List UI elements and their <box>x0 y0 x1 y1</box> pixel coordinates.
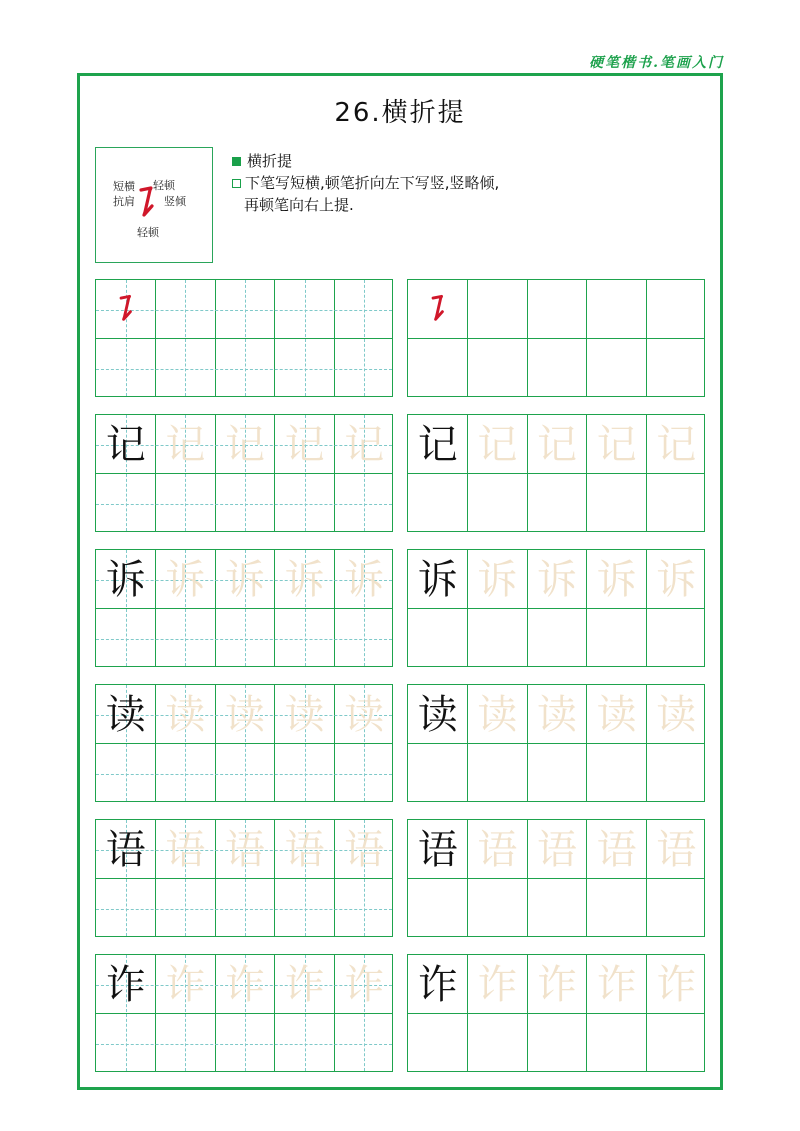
trace-character: 读 <box>477 691 518 738</box>
trace-character: 语 <box>224 826 265 873</box>
trace-character: 记 <box>165 421 206 468</box>
practice-grid <box>407 549 705 667</box>
desc-heading: 横折提 <box>247 152 293 170</box>
trace-character: 诈 <box>656 961 697 1008</box>
trace-character: 记 <box>536 421 577 468</box>
stroke-description <box>232 150 499 216</box>
trace-character: 读 <box>596 691 637 738</box>
trace-character: 读 <box>284 691 325 738</box>
guide-line <box>364 280 365 396</box>
model-character: 语 <box>417 826 458 873</box>
trace-character: 语 <box>477 826 518 873</box>
guide-line <box>185 280 186 396</box>
open-square-icon <box>232 179 241 188</box>
trace-character: 诉 <box>284 556 325 603</box>
practice-grid <box>95 549 393 667</box>
model-character: 语 <box>105 826 146 873</box>
trace-character: 诈 <box>165 961 206 1008</box>
stroke-sample <box>112 293 142 327</box>
model-character: 读 <box>417 691 458 738</box>
trace-character: 语 <box>536 826 577 873</box>
trace-character: 诉 <box>344 556 385 603</box>
desc-line2: 再顿笔向右上提. <box>244 196 354 214</box>
trace-character: 诈 <box>284 961 325 1008</box>
guide-line <box>245 280 246 396</box>
label-short-heng: 短横 <box>113 180 135 193</box>
trace-character: 记 <box>284 421 325 468</box>
guide-line <box>96 369 392 370</box>
filled-square-icon <box>232 157 241 166</box>
model-character: 诉 <box>105 556 146 603</box>
trace-character: 诈 <box>477 961 518 1008</box>
page-title: 26.横折提 <box>334 98 466 128</box>
practice-grid <box>95 819 393 937</box>
practice-grid <box>95 414 393 532</box>
model-character: 记 <box>105 421 146 468</box>
practice-grid <box>407 954 705 1072</box>
model-character: 诉 <box>417 556 458 603</box>
guide-line <box>96 909 392 910</box>
label-kang-jian: 抗肩 <box>113 195 135 208</box>
model-character: 读 <box>105 691 146 738</box>
trace-character: 诉 <box>224 556 265 603</box>
trace-character: 记 <box>344 421 385 468</box>
model-character: 诈 <box>105 961 146 1008</box>
trace-character: 诈 <box>536 961 577 1008</box>
trace-character: 记 <box>596 421 637 468</box>
trace-character: 记 <box>224 421 265 468</box>
trace-character: 读 <box>224 691 265 738</box>
practice-grid <box>95 684 393 802</box>
label-qing-dun-top: 轻顿 <box>153 179 175 192</box>
trace-character: 读 <box>656 691 697 738</box>
practice-grid <box>407 279 705 397</box>
trace-character: 记 <box>656 421 697 468</box>
practice-grid <box>95 279 393 397</box>
heng-zhe-ti-stroke-demo <box>138 184 158 224</box>
desc-line1: 下笔写短横,顿笔折向左下写竖,竖略倾, <box>245 174 500 192</box>
trace-character: 诉 <box>165 556 206 603</box>
trace-character: 语 <box>165 826 206 873</box>
practice-grid <box>95 954 393 1072</box>
practice-grid <box>407 819 705 937</box>
trace-character: 诉 <box>596 556 637 603</box>
trace-character: 读 <box>165 691 206 738</box>
guide-line <box>96 504 392 505</box>
trace-character: 语 <box>596 826 637 873</box>
label-shu-qing: 竖倾 <box>164 195 186 208</box>
guide-line <box>96 774 392 775</box>
stroke-demo-box <box>95 147 213 263</box>
trace-character: 诉 <box>477 556 518 603</box>
model-character: 记 <box>417 421 458 468</box>
trace-character: 读 <box>344 691 385 738</box>
guide-line <box>96 639 392 640</box>
grid-line <box>408 338 704 339</box>
practice-grid <box>407 414 705 532</box>
trace-character: 诉 <box>656 556 697 603</box>
trace-character: 诈 <box>344 961 385 1008</box>
trace-character: 诈 <box>224 961 265 1008</box>
trace-character: 诈 <box>596 961 637 1008</box>
guide-line <box>305 280 306 396</box>
guide-line <box>96 1044 392 1045</box>
desc-heading-row <box>232 150 499 172</box>
stroke-sample <box>424 293 454 327</box>
trace-character: 语 <box>656 826 697 873</box>
trace-character: 语 <box>344 826 385 873</box>
practice-grid <box>407 684 705 802</box>
desc-line1-row <box>232 172 499 194</box>
grid-line <box>96 338 392 339</box>
trace-character: 诉 <box>536 556 577 603</box>
trace-character: 语 <box>284 826 325 873</box>
trace-character: 记 <box>477 421 518 468</box>
trace-character: 读 <box>536 691 577 738</box>
label-qing-dun-bottom: 轻顿 <box>137 226 159 239</box>
model-character: 诈 <box>417 961 458 1008</box>
header-tag: 硬笔楷书.笔画入门 <box>589 55 724 71</box>
